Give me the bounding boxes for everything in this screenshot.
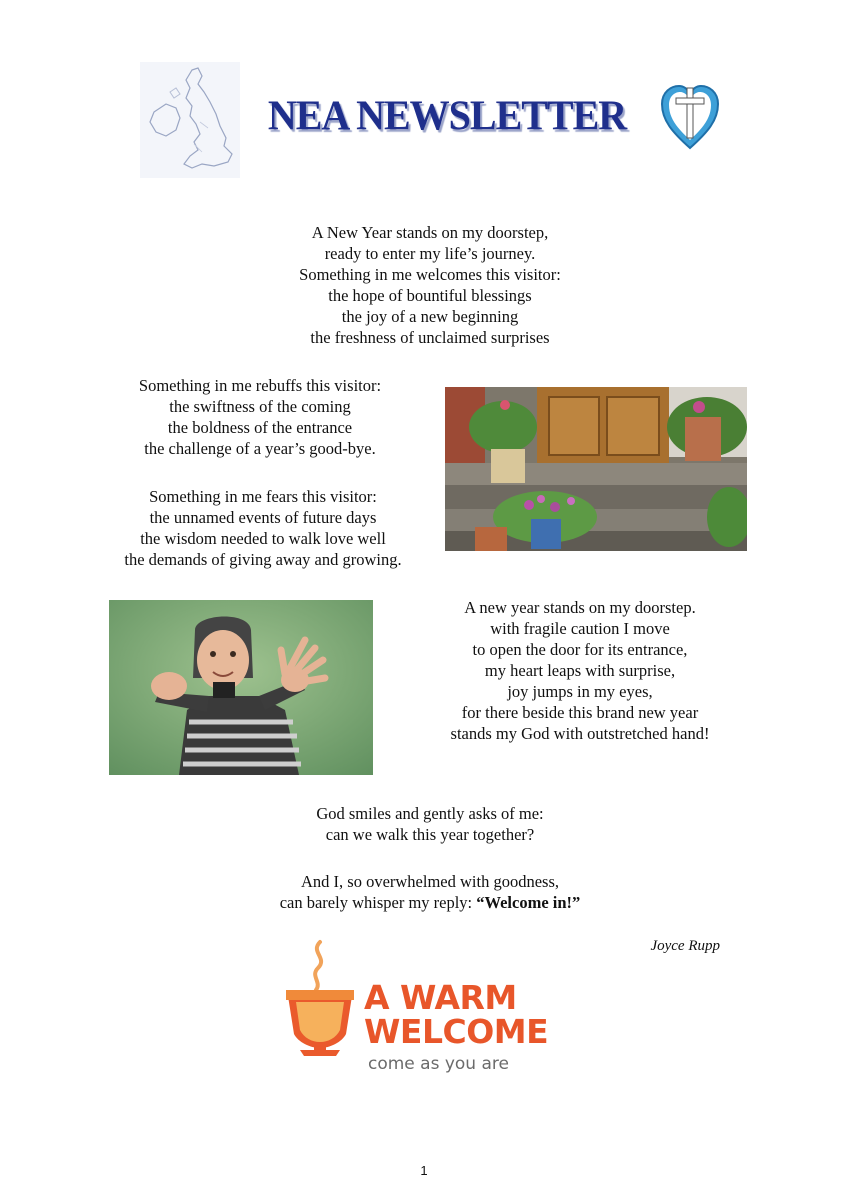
poem-line: stands my God with outstretched hand! <box>450 724 710 743</box>
poem-line: the boldness of the entrance <box>167 418 353 437</box>
child-outstretched-hands-photo <box>109 600 373 775</box>
poem-line: the unnamed events of future days <box>149 508 377 527</box>
poem-line: the hope of bountiful blessings <box>328 286 532 305</box>
poem-stanza-3 <box>88 486 438 570</box>
poem-line-text: can barely whisper my reply: <box>279 893 477 912</box>
poem-stanza-2 <box>80 375 440 459</box>
poem-line: And I, so overwhelmed with goodness, <box>300 872 559 891</box>
heart-cross-logo-icon <box>660 80 720 152</box>
poem-line: the joy of a new beginning <box>341 307 519 326</box>
poem-stanza-5 <box>200 803 660 845</box>
poem-author: Joyce Rupp <box>650 938 720 954</box>
poem-line: my heart leaps with surprise, <box>484 661 676 680</box>
warm-welcome-tagline: come as you are <box>368 1054 509 1074</box>
poem-line: Something in me rebuffs this visitor: <box>138 376 382 395</box>
poem-line: for there beside this brand new year <box>461 703 699 722</box>
british-isles-map-icon <box>140 62 240 178</box>
poem-line: the wisdom needed to walk love well <box>140 529 386 548</box>
page-number: 1 <box>420 1163 428 1178</box>
poem-stanza-4 <box>420 597 740 744</box>
poem-line: God smiles and gently asks of me: <box>316 804 544 823</box>
newsletter-title: NEA NEWSLETTER <box>267 91 627 140</box>
poem-line: Something in me fears this visitor: <box>149 487 377 506</box>
poem-line: ready to enter my life’s journey. <box>324 244 536 263</box>
poem-stanza-1 <box>200 222 660 348</box>
poem-line <box>200 892 660 913</box>
welcome-in-emphasis: “Welcome in!” <box>476 893 581 912</box>
poem-line: joy jumps in my eyes, <box>507 682 653 701</box>
warm-welcome-line-2: WELCOME <box>364 1012 549 1051</box>
poem-line: with fragile caution I move <box>490 619 670 638</box>
poem-line: A New Year stands on my doorstep, <box>311 223 549 242</box>
poem-line: can we walk this year together? <box>325 825 535 844</box>
poem-line: the challenge of a year’s good-bye. <box>144 439 376 458</box>
doorstep-flowers-photo <box>445 387 747 551</box>
poem-line: the swiftness of the coming <box>169 397 351 416</box>
warm-welcome-line-1: A WARM <box>364 978 517 1017</box>
poem-line: the freshness of unclaimed surprises <box>310 328 550 347</box>
poem-line: the demands of giving away and growing. <box>124 550 402 569</box>
poem-line: A new year stands on my doorstep. <box>464 598 696 617</box>
poem-line: to open the door for its entrance, <box>472 640 688 659</box>
poem-line: Something in me welcomes this visitor: <box>299 265 561 284</box>
poem-stanza-6 <box>200 871 660 913</box>
